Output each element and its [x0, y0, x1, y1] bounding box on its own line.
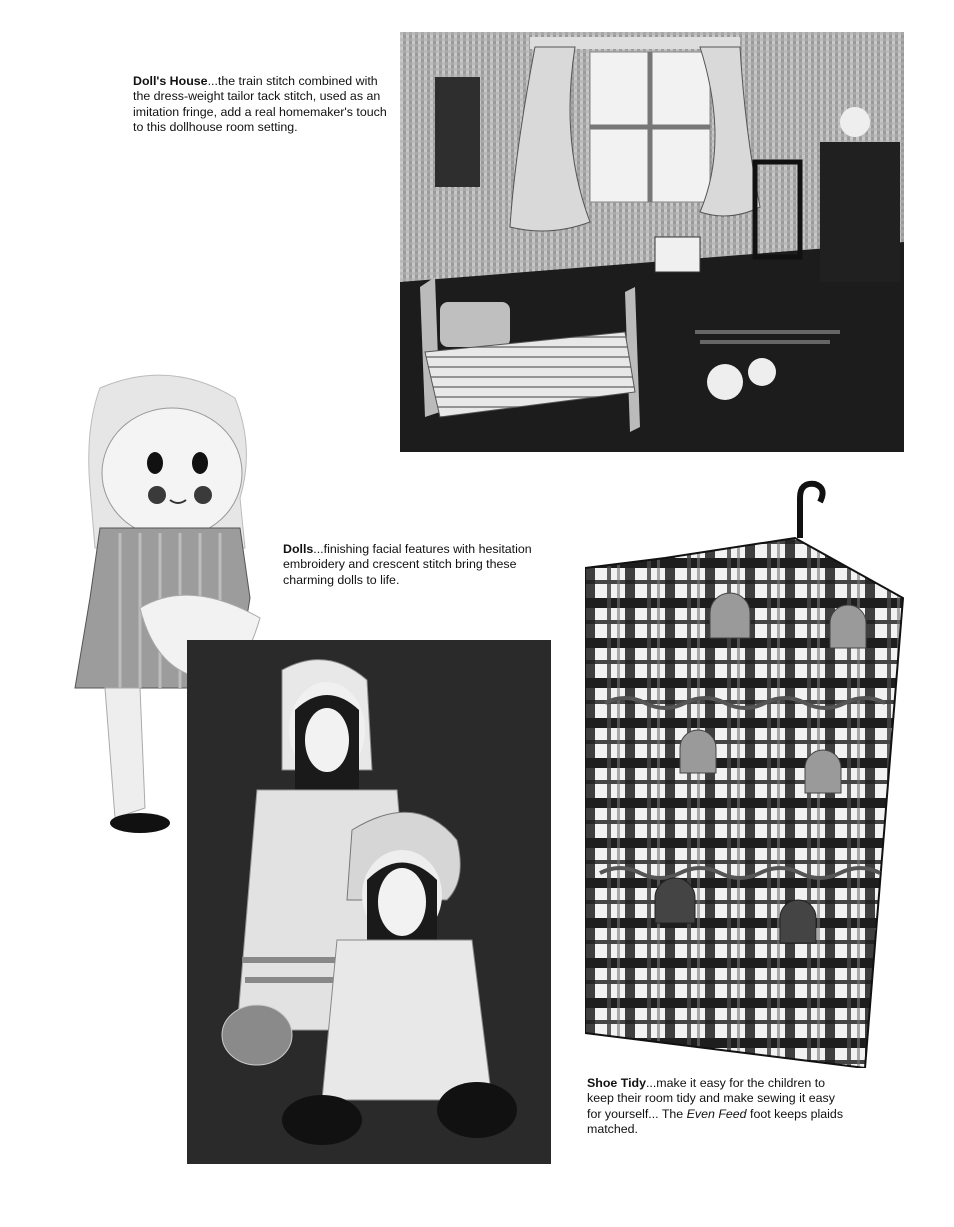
- caption-dolls: [283, 542, 565, 588]
- caption-shoe-tidy-body-2: foot keeps plaids matched.: [587, 1106, 844, 1137]
- caption-shoe-tidy: [587, 1076, 849, 1138]
- caption-dolls-body: ...finishing facial features with hesitation embroidery and crescent stitch bring these charming dolls to life.: [283, 542, 532, 587]
- plaid-shoe-tidy-photo: [585, 478, 905, 1068]
- caption-dolls-house-lead: Doll's House: [133, 74, 208, 88]
- caption-dolls-lead: Dolls: [283, 542, 314, 556]
- caption-dolls-house-body: ...the train stitch combined with the dress-weight tailor tack stitch, used as an imitation fringe, add a real homemaker's touch to this dollhouse room setting.: [133, 74, 387, 135]
- caption-shoe-tidy-emphasis: Even Feed: [686, 1106, 747, 1121]
- caption-shoe-tidy-lead: Shoe Tidy: [587, 1076, 646, 1090]
- dollhouse-room-photo: [400, 32, 904, 452]
- caption-shoe-tidy-body-1: ...make it easy for the children to keep their room tidy and make sewing it easy for yourself... The: [587, 1076, 835, 1121]
- dolls-group-photo: [187, 640, 551, 1164]
- caption-dolls-house: [133, 74, 395, 136]
